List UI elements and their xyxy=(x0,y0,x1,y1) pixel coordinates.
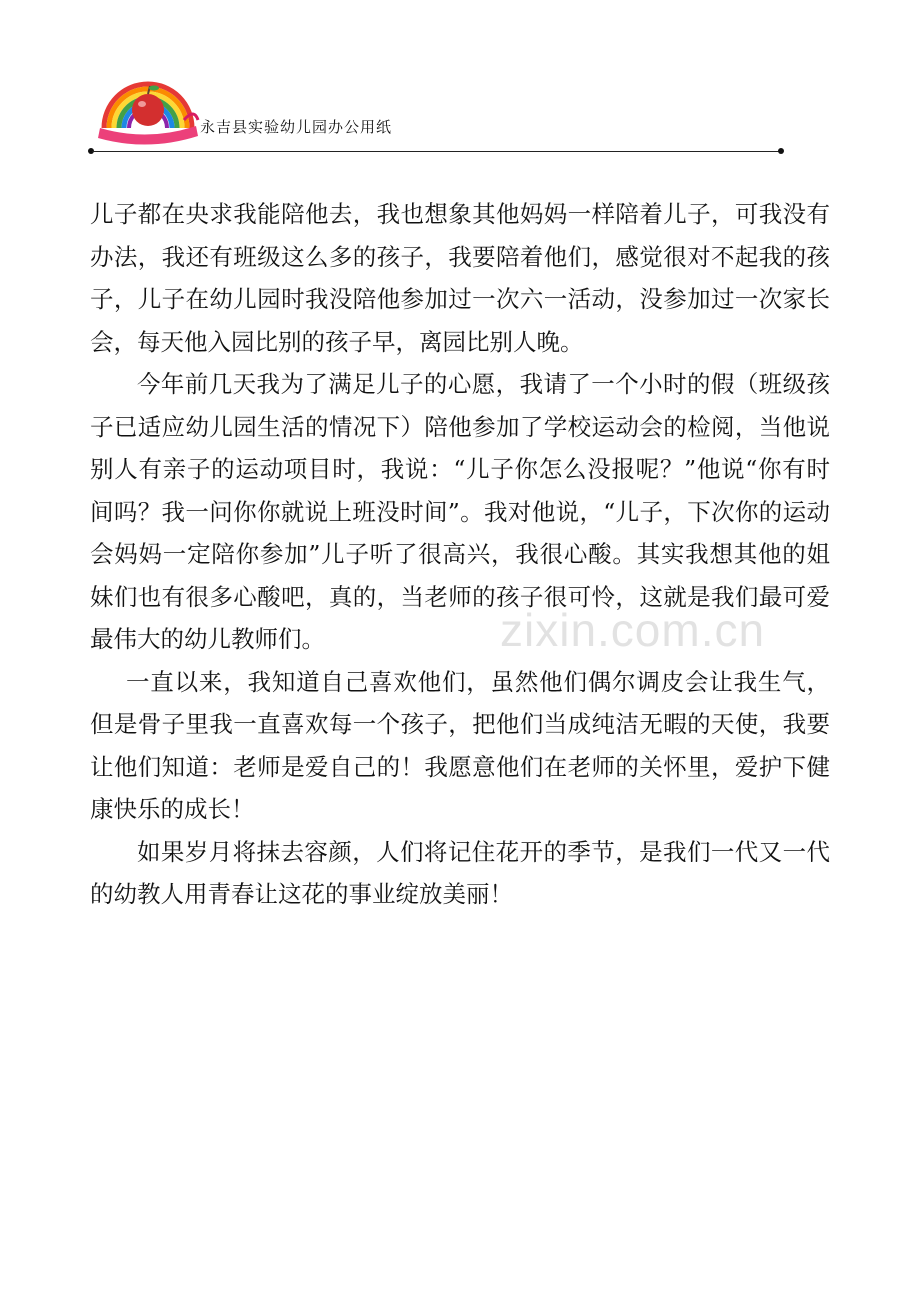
letterhead-title: 永吉县实验幼儿园办公用纸 xyxy=(200,118,393,136)
paragraph-2: 今年前几天我为了满足儿子的心愿，我请了一个小时的假（班级孩子已适应幼儿园生活的情况下）陪他参加了学校运动会的检阅，当他说别人有亲子的运动项目时，我说：“儿子你怎么没报呢？”他说“你有时间吗？我一问你你就说上班没时间”。我对他说，“儿子，下次你的运动会妈妈一定陪你参加”儿子听了很高兴，我很心酸。其实我想其他的姐妹们也有很多心酸吧，真的，当老师的孩子很可怜，这就是我们最可爱最伟大的幼儿教师们。 xyxy=(90,370,830,653)
header-rule xyxy=(92,151,782,152)
letterhead xyxy=(88,70,788,160)
paragraph-1: 儿子都在央求我能陪他去，我也想象其他妈妈一样陪着儿子，可我没有办法，我还有班级这么多的孩子，我要陪着他们，感觉很对不起我的孩子，儿子在幼儿园时我没陪他参加过一次六一活动，没参加过一次家长会，每天他入园比别的孩子早，离园比别人晚。 xyxy=(90,200,830,356)
letter-body xyxy=(90,193,830,916)
apple-icon xyxy=(132,94,164,126)
kindergarten-logo xyxy=(94,70,202,148)
paragraph-3: 一直以来，我知道自己喜欢他们，虽然他们偶尔调皮会让我生气，但是骨子里我一直喜欢每一个孩子，把他们当成纯洁无暇的天使，我要让他们知道：老师是爱自己的！我愿意他们在老师的关怀里，爱护下健康快乐的成长！ xyxy=(90,667,830,823)
watermark: zixin.com.cn xyxy=(500,604,766,656)
paragraph-4: 如果岁月将抹去容颜，人们将记住花开的季节，是我们一代又一代的幼教人用青春让这花的事业绽放美丽！ xyxy=(90,837,830,908)
rule-dot-right xyxy=(778,148,784,154)
